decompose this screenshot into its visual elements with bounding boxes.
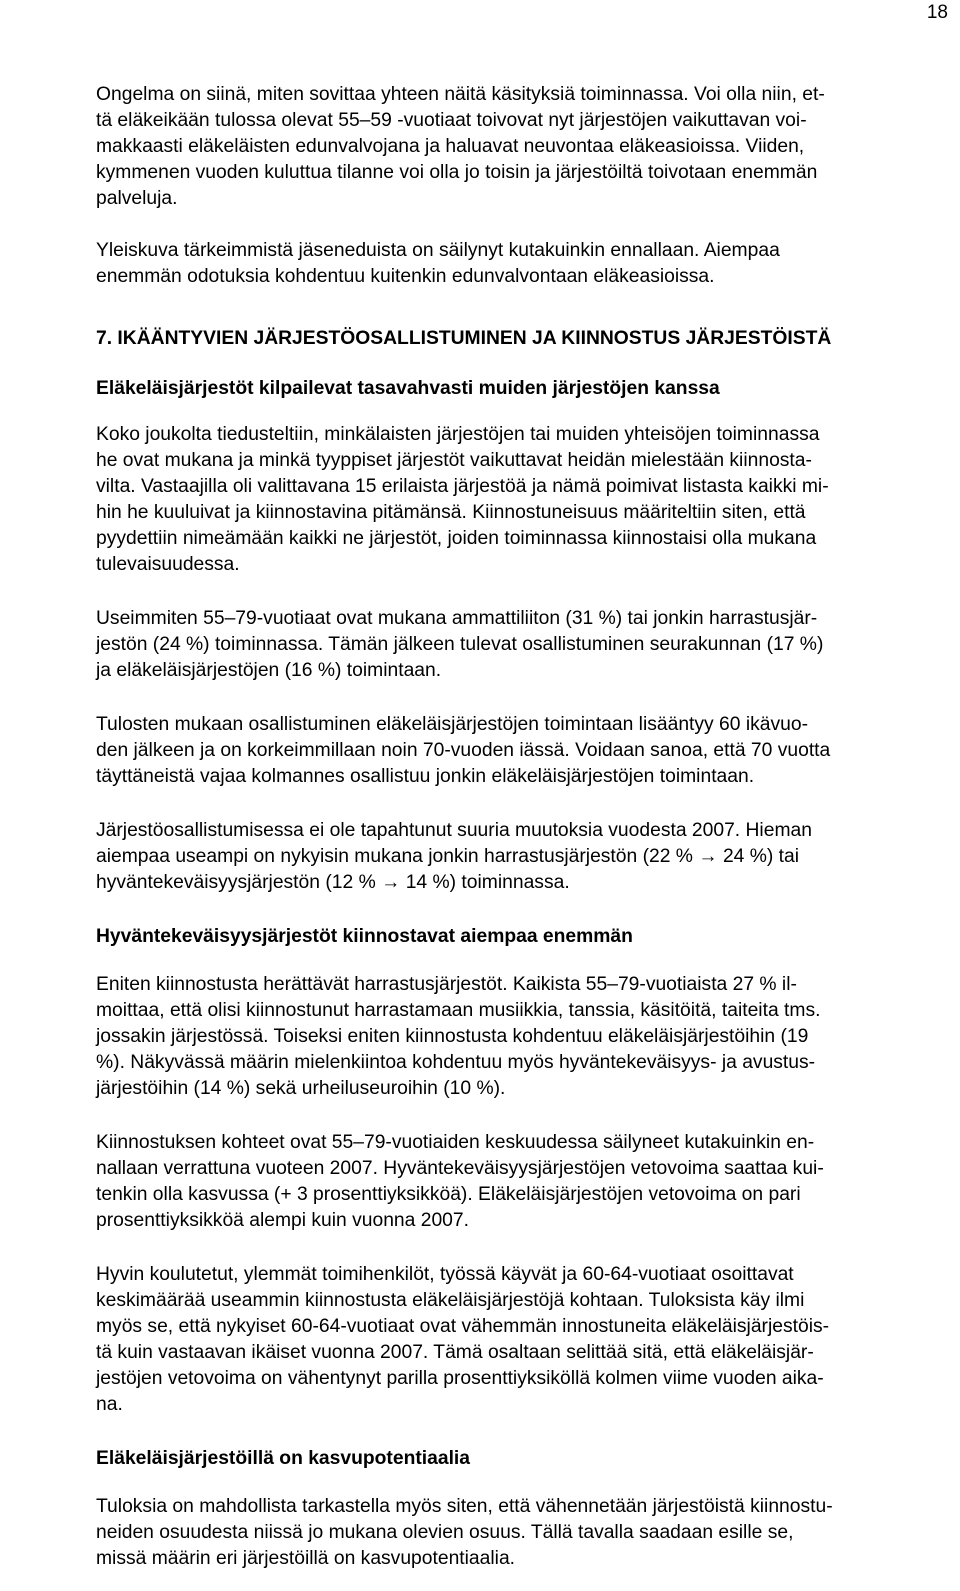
text-line: enemmän odotuksia kohdentuu kuitenkin edunvalvontaan eläkeasioissa. xyxy=(96,266,715,287)
paragraph xyxy=(96,972,940,1102)
paragraph xyxy=(96,1130,940,1234)
text-line: na. xyxy=(96,1394,123,1415)
chapter-heading: 7. IKÄÄNTYVIEN JÄRJESTÖOSALLISTUMINEN JA KIINNOSTUS JÄRJESTÖISTÄ xyxy=(96,328,832,349)
text-line: tä eläkeikään tulossa olevat 55–59 -vuotiaat toivovat nyt järjestöjen vaikuttavan voi- xyxy=(96,110,807,131)
text-line: %). Näkyvässä määrin mielenkiintoa kohdentuu myös hyväntekeväisyys- ja avustus- xyxy=(96,1052,816,1073)
paragraph xyxy=(96,818,940,896)
text-line: den jälkeen ja on korkeimmillaan noin 70-vuoden iässä. Voidaan sanoa, että 70 vuotta xyxy=(96,740,831,761)
paragraph xyxy=(96,606,940,684)
paragraph xyxy=(96,1494,940,1572)
paragraph xyxy=(96,422,940,578)
paragraph xyxy=(96,82,940,212)
text-line: pyydettiin nimeämään kaikki ne järjestöt, joiden toiminnassa kiinnostaisi olla mukana xyxy=(96,528,817,549)
text-line: Ongelma on siinä, miten sovittaa yhteen näitä käsityksiä toiminnassa. Voi olla niin, et- xyxy=(96,84,825,105)
text-line: Yleiskuva tärkeimmistä jäseneduista on säilynyt kutakuinkin ennallaan. Aiempaa xyxy=(96,240,780,261)
text-line: tulevaisuudessa. xyxy=(96,554,240,575)
text-line: palveluja. xyxy=(96,188,178,209)
text-line: Useimmiten 55–79-vuotiaat ovat mukana ammattiliiton (31 %) tai jonkin harrastusjär- xyxy=(96,608,818,629)
text-line: Kiinnostuksen kohteet ovat 55–79-vuotiaiden keskuudessa säilyneet kutakuinkin en- xyxy=(96,1132,815,1153)
text-line: hyväntekeväisyysjärjestön (12 % → 14 %) toiminnassa. xyxy=(96,872,570,893)
text-line: missä määrin eri järjestöillä on kasvupotentiaalia. xyxy=(96,1548,516,1569)
paragraph xyxy=(96,1262,940,1418)
text-line: aiempaa useampi on nykyisin mukana jonkin harrastusjärjestön (22 % → 24 %) tai xyxy=(96,846,800,867)
text-line: makkaasti eläkeläisten edunvalvojana ja haluavat neuvontaa eläkeasioissa. Viiden, xyxy=(96,136,805,157)
text-line: jestön (24 %) toiminnassa. Tämän jälkeen tulevat osallistuminen seurakunnan (17 %) xyxy=(96,634,824,655)
text-line: täyttäneistä vajaa kolmannes osallistuu jonkin eläkeläisjärjestöjen toimintaan. xyxy=(96,766,755,787)
text-line: järjestöihin (14 %) sekä urheiluseuroihin (10 %). xyxy=(96,1078,506,1099)
paragraph xyxy=(96,238,940,290)
section-subheading: Eläkeläisjärjestöillä on kasvupotentiaalia xyxy=(96,1448,471,1469)
section-subheading: Hyväntekeväisyysjärjestöt kiinnostavat aiempaa enemmän xyxy=(96,926,633,947)
page-number: 18 xyxy=(926,2,948,23)
text-line: Tuloksia on mahdollista tarkastella myös siten, että vähennetään järjestöistä kiinnostu- xyxy=(96,1496,833,1517)
text-line: jossakin järjestössä. Toiseksi eniten kiinnostusta kohdentuu eläkeläisjärjestöihin (19 xyxy=(96,1026,809,1047)
document-body xyxy=(96,82,940,1572)
text-line: neiden osuudesta niissä jo mukana olevien osuus. Tällä tavalla saadaan esille se, xyxy=(96,1522,794,1543)
text-line: prosenttiyksikköä alempi kuin vuonna 2007. xyxy=(96,1210,469,1231)
text-line: tä kuin vastaavan ikäiset vuonna 2007. Tämä osaltaan selittää sitä, että eläkeläisjär- xyxy=(96,1342,814,1363)
text-line: Tulosten mukaan osallistuminen eläkeläisjärjestöjen toimintaan lisääntyy 60 ikävuo- xyxy=(96,714,808,735)
text-line: kymmenen vuoden kuluttua tilanne voi olla jo toisin ja järjestöiltä toivotaan enemmän xyxy=(96,162,818,183)
text-line: keskimäärää useammin kiinnostusta eläkeläisjärjestöjä kohtaan. Tuloksista käy ilmi xyxy=(96,1290,805,1311)
text-line: Koko joukolta tiedusteltiin, minkälaisten järjestöjen tai muiden yhteisöjen toiminnassa xyxy=(96,424,820,445)
section-subheading: Eläkeläisjärjestöt kilpailevat tasavahvasti muiden järjestöjen kanssa xyxy=(96,378,720,399)
text-line: jestöjen vetovoima on vähentynyt parilla prosenttiyksiköllä kolmen viime vuoden aika- xyxy=(96,1368,824,1389)
text-line: he ovat mukana ja minkä tyyppiset järjestöt vaikuttavat heidän mielestään kiinnosta- xyxy=(96,450,812,471)
text-line: moittaa, että olisi kiinnostunut harrastamaan musiikkia, tanssia, käsitöitä, taiteita tms. xyxy=(96,1000,821,1021)
text-line: Hyvin koulutetut, ylemmät toimihenkilöt, työssä käyvät ja 60-64-vuotiaat osoittavat xyxy=(96,1264,794,1285)
text-line: vilta. Vastaajilla oli valittavana 15 erilaista järjestöä ja nämä poimivat listasta kaikki mi- xyxy=(96,476,829,497)
text-line: myös se, että nykyiset 60-64-vuotiaat ovat vähemmän innostuneita eläkeläisjärjestöis- xyxy=(96,1316,830,1337)
text-line: tenkin olla kasvussa (+ 3 prosenttiyksikköä). Eläkeläisjärjestöjen vetovoima on pari xyxy=(96,1184,801,1205)
text-line: ja eläkeläisjärjestöjen (16 %) toimintaan. xyxy=(96,660,442,681)
paragraph xyxy=(96,712,940,790)
text-line: Eniten kiinnostusta herättävät harrastusjärjestöt. Kaikista 55–79-vuotiaista 27 % il- xyxy=(96,974,797,995)
text-line: Järjestöosallistumisessa ei ole tapahtunut suuria muutoksia vuodesta 2007. Hieman xyxy=(96,820,812,841)
text-line: hin he kuuluivat ja kiinnostavina pitämänsä. Kiinnostuneisuus määriteltiin siten, että xyxy=(96,502,806,523)
text-line: nallaan verrattuna vuoteen 2007. Hyväntekeväisyysjärjestöjen vetovoima saattaa kui- xyxy=(96,1158,824,1179)
